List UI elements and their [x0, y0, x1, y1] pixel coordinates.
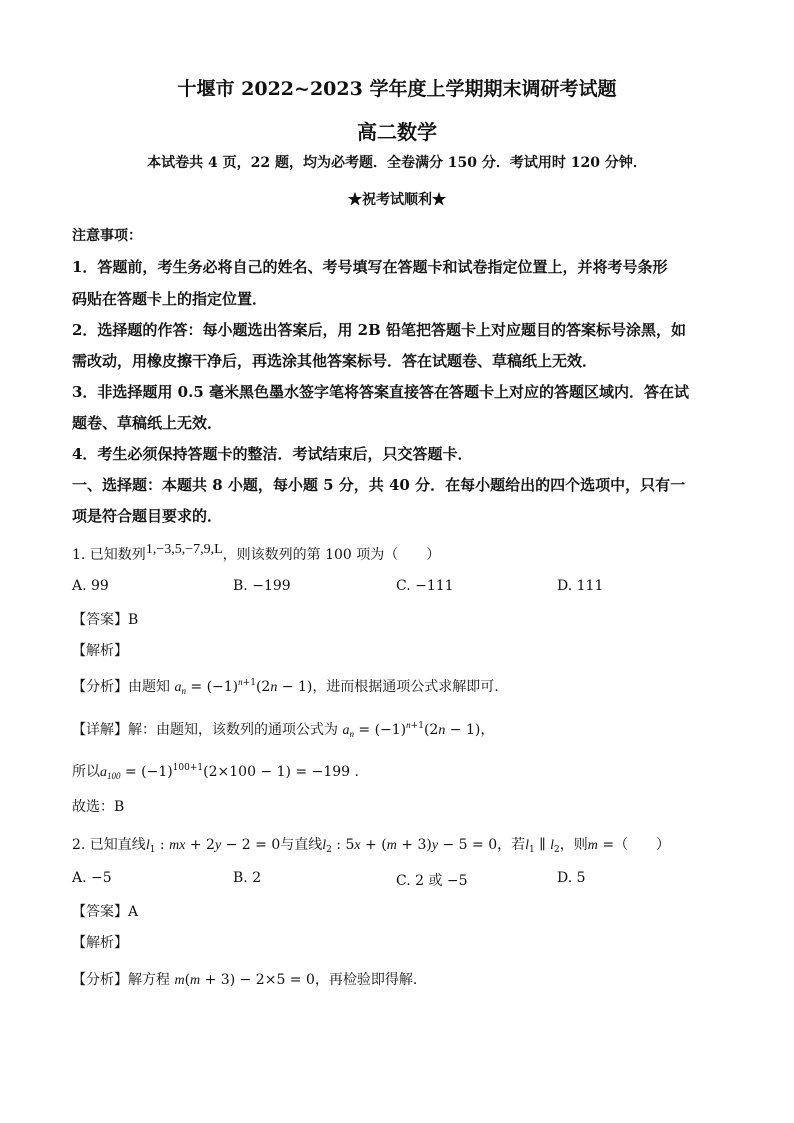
q1-answer: 【答案】B — [72, 612, 139, 628]
q2-answer: 【答案】A — [72, 904, 139, 920]
q1-option-b: B. −199 — [233, 578, 291, 594]
question-2-stem: 2. 已知直线$l_1$ : mx + 2y − 2 = 0与直线$l_2$ : 5x + (m + 3)y − 5 = 0，若$l_1$ ∥ $l_2$，则m =（ ） — [72, 837, 671, 855]
q1-conclusion: 故选：B — [72, 799, 125, 815]
exam-title: 十堰市 2022~2023 学年度上学期期末调研考试题 — [177, 78, 617, 100]
sequence-terms: 1,−3,5,−7,9,L — [145, 542, 223, 557]
notes-heading: 注意事项： — [72, 228, 142, 244]
q1-fenxi: 【分析】由题知 $a_n = (-1)^{n+1}(2n - 1)$，进而根据通项公式求解即可. — [72, 677, 499, 696]
exam-subtitle: 高二数学 — [357, 120, 437, 144]
q2-option-a: A. −5 — [72, 870, 112, 886]
note-4: 4．考生必须保持答题卡的整洁．考试结束后，只交答题卡． — [72, 445, 473, 463]
note-2-line-1: 2．选择题的作答：每小题选出答案后，用 2B 铅笔把答题卡上对应题目的答案标号涂黑，如 — [72, 321, 687, 339]
q1-option-d: D. 111 — [557, 578, 604, 594]
formula-an: $a_n$ — [174, 680, 186, 696]
formula-a100: $a_{100}$ — [100, 765, 121, 781]
note-3-line-2: 题卷、草稿纸上无效． — [72, 414, 223, 432]
q1-option-a: A. 99 — [72, 578, 109, 594]
note-3-line-1: 3．非选择题用 0.5 毫米黑色墨水签字笔将答案直接答在答题卡上对应的答题区域内．答在试 — [72, 383, 689, 401]
question-1-stem: 1. 已知数列1,−3,5,−7,9,L，则该数列的第 100 项为（ ） — [72, 542, 441, 563]
note-2-line-2: 需改动，用橡皮擦干净后，再选涂其他答案标号．答在试题卷、草稿纸上无效． — [72, 352, 598, 370]
formula-an-general: $a_n$ — [342, 723, 354, 739]
q2-analysis-label: 【解析】 — [72, 935, 128, 951]
q2-fenxi: 【分析】解方程 m(m + 3) − 2×5 = 0，再检验即得解. — [72, 972, 418, 988]
note-1-line-1: 1．答题前，考生务必将自己的姓名、考号填写在答题卡和试卷指定位置上，并将考号条形 — [72, 258, 668, 276]
q2-option-b: B. 2 — [233, 870, 262, 886]
section1-line-2: 项是符合题目要求的． — [72, 507, 223, 525]
section1-line-1: 一、选择题：本题共 8 小题，每小题 5 分，共 40 分．在每小题给出的四个选项中，只有一 — [72, 476, 686, 494]
q1-option-c: C. −111 — [396, 578, 454, 594]
q2-option-c: C. 2 或 −5 — [396, 873, 468, 889]
note-1-line-2: 码贴在答题卡上的指定位置． — [72, 290, 268, 308]
q2-option-d: D. 5 — [557, 870, 586, 886]
q1-xiangjie: 【详解】解：由题知，该数列的通项公式为 $a_n = (-1)^{n+1}(2n - 1)$， — [72, 720, 495, 739]
exam-intro: 本试卷共 4 页，22 题，均为必考题．全卷满分 150 分．考试用时 120 分钟． — [147, 155, 647, 171]
q1-analysis-label: 【解析】 — [72, 643, 128, 659]
exam-wish: ★祝考试顺利★ — [348, 192, 446, 208]
q1-calculation: 所以$a_{100} = (-1)^{100+1}(2\times 100 - 1) = -199$ . — [72, 763, 359, 781]
